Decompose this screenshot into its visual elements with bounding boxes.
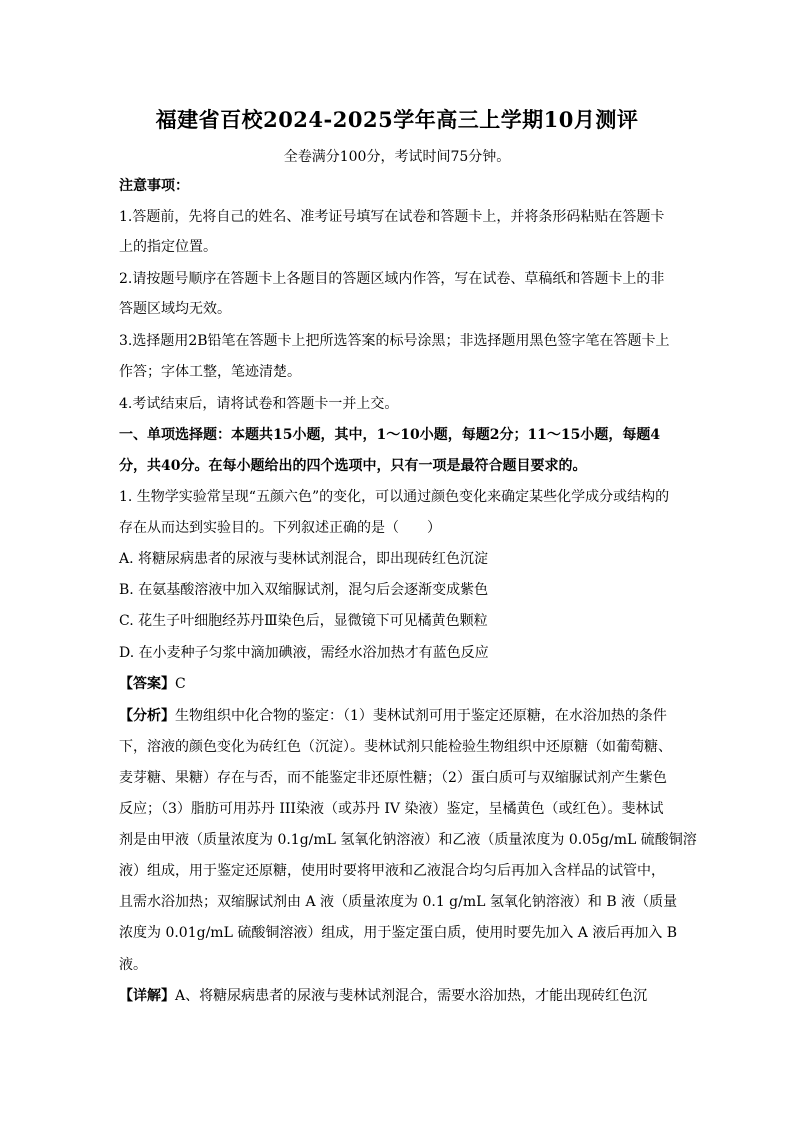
- detail-line: [119, 986, 679, 1006]
- analysis-line: 下，溶液的颜色变化为砖红色（沉淀）。斐林试剂只能检验生物组织中还原糖（如葡萄糖、: [119, 739, 672, 755]
- detail-tag: 【详解】: [119, 988, 175, 1004]
- analysis-line: 且需水浴加热；双缩脲试剂由 A 液（质量浓度为 0.1 g/mL 氢氧化钠溶液）和 B 液（质量: [119, 894, 678, 910]
- analysis-line: 液。: [119, 957, 147, 973]
- question-stem: 存在从而达到实验目的。下列叙述正确的是（ ）: [119, 520, 441, 536]
- analysis-tag: 【分析】: [119, 708, 175, 724]
- question-stem: 1. 生物学实验常呈现“五颜六色”的变化，可以通过颜色变化来确定某些化学成分或结构的: [119, 489, 670, 505]
- option-a: A. 将糖尿病患者的尿液与斐林试剂混合，即出现砖红色沉淀: [119, 551, 489, 567]
- analysis-text: 生物组织中化合物的鉴定：（1）斐林试剂可用于鉴定还原糖，在水浴加热的条件: [175, 708, 667, 724]
- notice-line: 1.答题前，先将自己的姓名、准考证号填写在试卷和答题卡上，并将条形码粘贴在答题卡: [119, 209, 665, 225]
- analysis-line: 浓度为 0.01g/mL 硫酸铜溶液）组成，用于鉴定蛋白质，使用时要先加入 A 液后再加入 B: [119, 925, 678, 941]
- analysis-line: [119, 706, 679, 726]
- option-d: D. 在小麦种子匀浆中滴加碘液，需经水浴加热才有蓝色反应: [119, 645, 489, 661]
- notice-line: 2.请按题号顺序在答题卡上各题目的答题区域内作答，写在试卷、草稿纸和答题卡上的非: [119, 271, 665, 287]
- notice-line: 3.选择题用2B铅笔在答题卡上把所选答案的标号涂黑；非选择题用黑色签字笔在答题卡上: [119, 333, 670, 349]
- detail-text: A、将糖尿病患者的尿液与斐林试剂混合，需要水浴加热，才能出现砖红色沉: [175, 988, 648, 1004]
- page-subtitle: 全卷满分100分，考试时间75分钟。: [283, 149, 511, 165]
- page-title: 福建省百校2024-2025学年高三上学期10月测评: [155, 107, 639, 132]
- section-heading: 一、单项选择题：本题共15小题，其中，1～10小题，每题2分；11～15小题，每题4: [119, 427, 661, 443]
- notice-heading: 注意事项：: [119, 178, 189, 194]
- analysis-line: 剂是由甲液（质量浓度为 0.1g/mL 氢氧化钠溶液）和乙液（质量浓度为 0.05g/mL 硫酸铜溶: [119, 832, 697, 848]
- option-b: B. 在氨基酸溶液中加入双缩脲试剂，混匀后会逐渐变成紫色: [119, 582, 489, 598]
- section-heading: 分，共40分。在每小题给出的四个选项中，只有一项是最符合题目要求的。: [119, 458, 587, 474]
- notice-line: 答题区域均无效。: [119, 301, 231, 317]
- answer-tag: 【答案】: [119, 676, 175, 692]
- answer-line: [119, 674, 679, 694]
- analysis-line: 反应；（3）脂肪可用苏丹 III染液（或苏丹 IV 染液）鉴定，呈橘黄色（或红色）。斐林试: [119, 801, 664, 817]
- analysis-line: 液）组成，用于鉴定还原糖，使用时要将甲液和乙液混合均匀后再加入含样品的试管中，: [119, 863, 665, 879]
- notice-line: 4.考试结束后，请将试卷和答题卡一并上交。: [119, 396, 399, 412]
- notice-line: 上的指定位置。: [119, 239, 217, 255]
- notice-line: 作答；字体工整，笔迹清楚。: [119, 364, 301, 380]
- analysis-line: 麦芽糖、果糖）存在与否，而不能鉴定非还原性糖；（2）蛋白质可与双缩脲试剂产生紫色: [119, 770, 667, 786]
- answer-value: C: [175, 676, 186, 692]
- option-c: C. 花生子叶细胞经苏丹Ⅲ染色后，显微镜下可见橘黄色颗粒: [119, 613, 488, 629]
